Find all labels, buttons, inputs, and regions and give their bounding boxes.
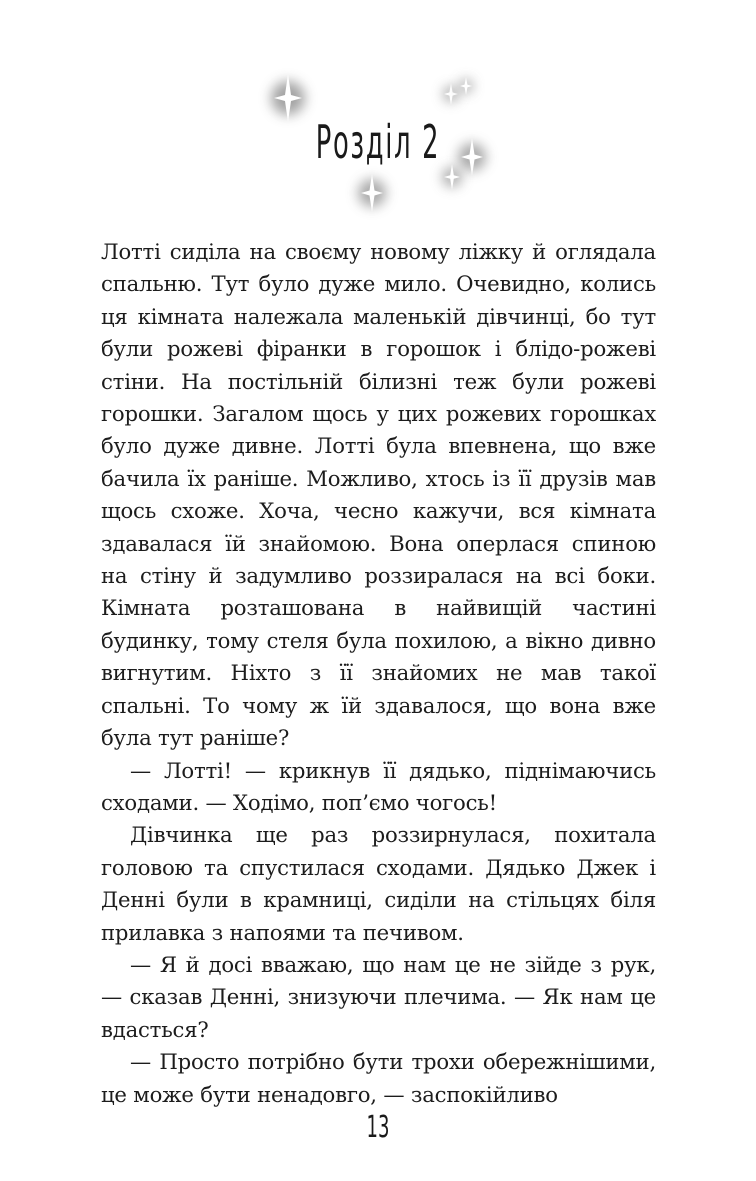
paragraph: — Просто потрібно бути трохи обережнішими, це може бути ненадовго, — заспокійливо bbox=[101, 1049, 656, 1107]
page-number: 13 bbox=[366, 1110, 390, 1145]
paragraph: Дівчинка ще раз роззирнулася, похитала головою та спустилася сходами. Дядько Джек і Денні були в крамниці, сиділи на стільцях біля прилавка з напоями та печивом. bbox=[101, 822, 656, 945]
paragraph: Лотті сиділа на своєму новому ліжку й оглядала спальню. Тут було дуже мило. Очевидно, колись ця кімната належала маленькій дівчинці, бо тут були рожеві фіранки в горошок і блідо-рожеві стіни. На постільній білизні теж були рожеві горошки. Загалом щось у цих рожевих горошках було дуже дивне. Лотті була впевнена, що вже бачила їх раніше. Можливо, хтось із її друзів мав щось схоже. Хоча, чесно кажучи, вся кімната здавалася їй знайомою. Вона оперлася спиною на стіну й задумливо роззиралася на всі боки. Кімната розташована в найвищій частині будинку, тому стеля була похилою, а вікно дивно вигнутим. Ніхто з її знайомих не мав такої спальні. То чому ж їй здавалося, що вона вже була тут раніше? bbox=[101, 239, 656, 751]
paragraph: — Я й досі вважаю, що нам це не зійде з рук, — сказав Денні, знизуючи плечима. — Як нам це вдасться? bbox=[101, 951, 656, 1042]
paragraph: — Лотті! — крикнув її дядько, піднімаючись сходами. — Ходімо, поп’ємо чогось! bbox=[101, 757, 656, 815]
sparkle-star-icon bbox=[459, 77, 473, 95]
chapter-body bbox=[101, 236, 656, 1111]
sparkle-star-icon bbox=[443, 83, 459, 105]
chapter-title: Розділ 2 bbox=[315, 115, 441, 169]
sparkle-star-icon bbox=[358, 174, 386, 212]
